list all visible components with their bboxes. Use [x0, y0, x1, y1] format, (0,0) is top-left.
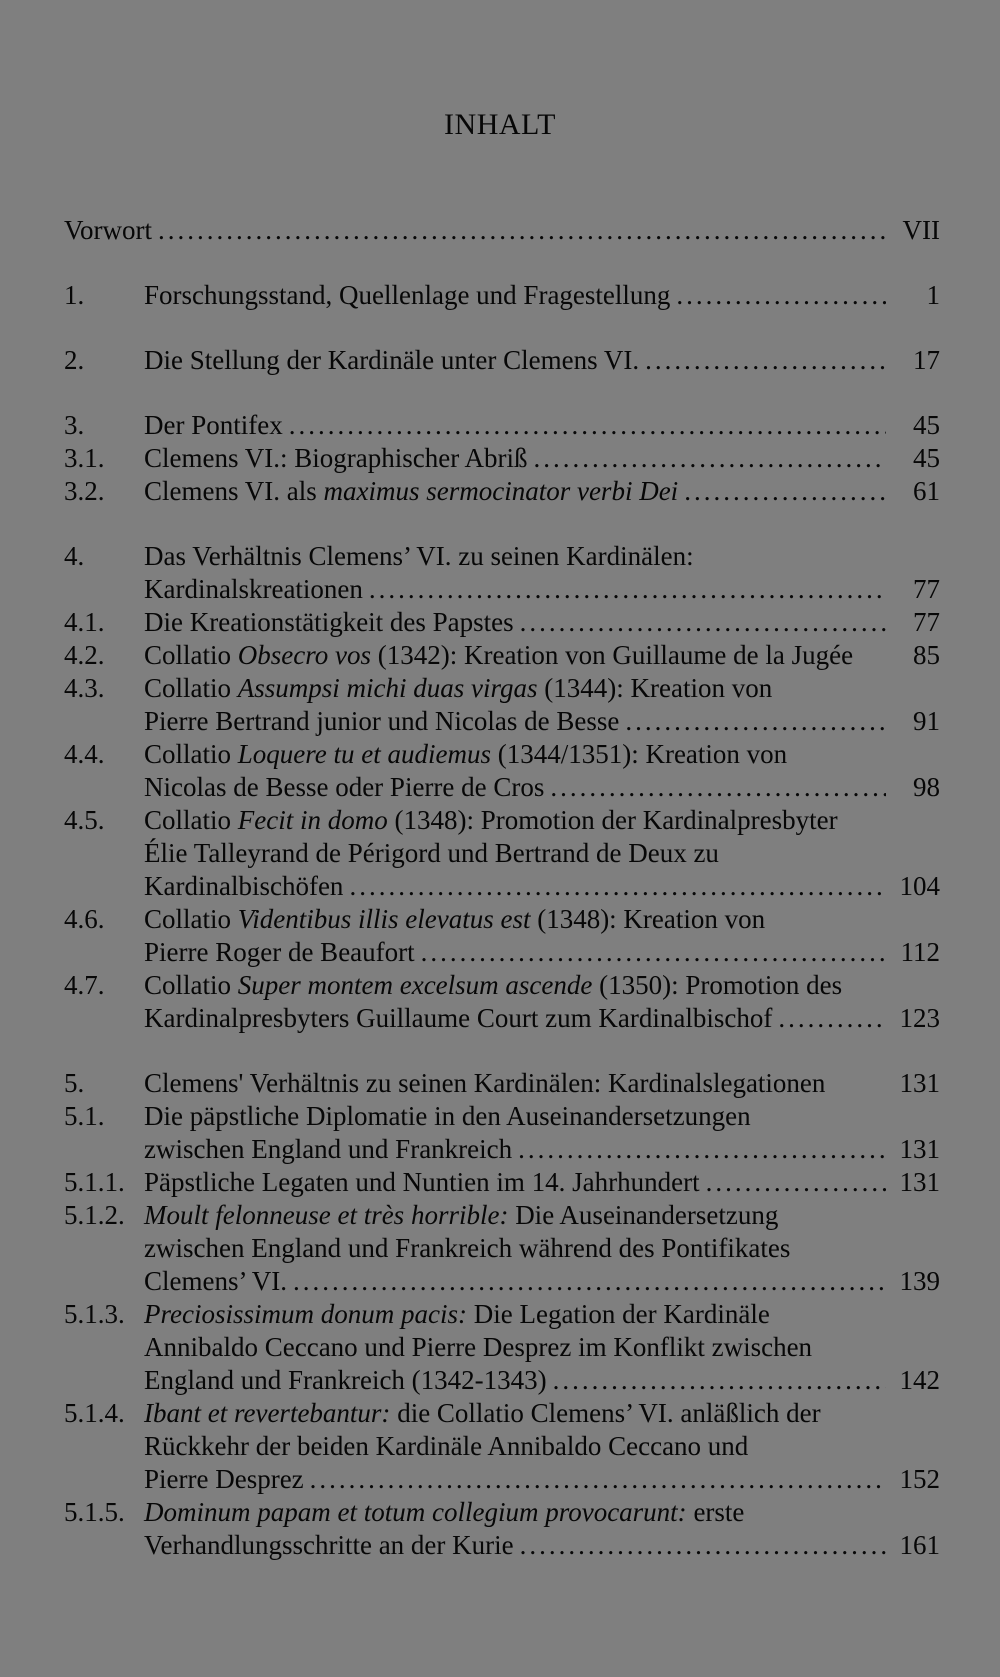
toc-page-number: 123: [899, 1003, 940, 1033]
toc-entry-title-line: zwischen England und Frankreich während des Pontifikates: [144, 1233, 791, 1263]
toc-entry-number: 5.1.1.: [64, 1167, 125, 1197]
toc-page-number: 98: [913, 772, 940, 802]
toc-entry-5: [64, 1067, 940, 1100]
table-of-contents: [64, 214, 940, 1594]
leader-dots: [550, 771, 886, 804]
toc-entry-title: Der Pontifex: [144, 410, 283, 440]
toc-page-number: VII: [902, 215, 940, 245]
toc-entry-title-line: Pierre Desprez: [144, 1464, 304, 1494]
toc-entry-5-1-1: [64, 1166, 940, 1199]
toc-entry-number: 3.2.: [64, 476, 105, 506]
toc-page-number: 85: [913, 640, 940, 670]
toc-group-3: [64, 409, 940, 508]
toc-entry-number: 4.5.: [64, 805, 105, 835]
leader-dots: [369, 573, 886, 606]
toc-entry-number: 4.7.: [64, 970, 105, 1000]
toc-entry-4-5: [64, 804, 940, 903]
toc-page-number: 45: [913, 443, 940, 473]
toc-entry-title-line: zwischen England und Frankreich: [144, 1134, 513, 1164]
leader-dots: [349, 870, 886, 903]
toc-page-number: 112: [900, 937, 940, 967]
toc-entry-title-line: Élie Talleyrand de Périgord und Bertrand de Deux zu: [144, 838, 719, 868]
toc-group-2: [64, 344, 940, 377]
toc-entry-title-line: Pierre Bertrand junior und Nicolas de Besse: [144, 706, 620, 736]
toc-entry-4-2: [64, 639, 940, 672]
toc-entry-2: [64, 344, 940, 377]
toc-entry-number: 5.1.4.: [64, 1398, 125, 1428]
toc-entry-title-line: Preciosissimum donum pacis: Die Legation der Kardinäle: [144, 1299, 770, 1329]
toc-page-number: 142: [899, 1365, 940, 1395]
toc-entry-title-line: Moult felonneuse et très horrible: Die Auseinandersetzung: [144, 1200, 779, 1230]
toc-entry-3-1: [64, 442, 940, 475]
toc-entry-number: 3.1.: [64, 443, 105, 473]
toc-group-5: [64, 1067, 940, 1562]
leader-dots: [293, 1265, 886, 1298]
toc-entry-number: 4.6.: [64, 904, 105, 934]
toc-entry-4-1: [64, 606, 940, 639]
leader-dots: [706, 1166, 886, 1199]
toc-page-number: 152: [899, 1464, 940, 1494]
toc-page-number: 139: [899, 1266, 940, 1296]
leader-dots: [518, 1133, 886, 1166]
toc-entry-title: Vorwort: [64, 215, 153, 245]
leader-dots: [533, 442, 886, 475]
toc-entry-number: 5.: [64, 1068, 85, 1098]
leader-dots: [778, 1002, 886, 1035]
toc-entry-title: Die Kreationstätigkeit des Papstes: [144, 607, 514, 637]
toc-group-1: [64, 279, 940, 312]
toc-page-number: 77: [913, 607, 940, 637]
leader-dots: [625, 705, 886, 738]
toc-entry-5-1-2: [64, 1199, 940, 1298]
toc-entry-3-2: [64, 475, 940, 508]
toc-entry-title: Forschungsstand, Quellenlage und Fragestellung: [144, 280, 671, 310]
leader-dots: [684, 475, 886, 508]
leader-dots: [520, 606, 886, 639]
toc-entry-title: Clemens' Verhältnis zu seinen Kardinälen: Kardinalslegationen: [144, 1068, 826, 1098]
toc-entry-title-line: Collatio Videntibus illis elevatus est (1348): Kreation von: [144, 904, 766, 934]
toc-page-number: 104: [899, 871, 940, 901]
toc-entry-4-4: [64, 738, 940, 804]
toc-entry-title: Päpstliche Legaten und Nuntien im 14. Jahrhundert: [144, 1167, 700, 1197]
toc-entry-number: 4.3.: [64, 673, 105, 703]
toc-entry-title-line: Collatio Loquere tu et audiemus (1344/1351): Kreation von: [144, 739, 788, 769]
toc-entry-title-line: Annibaldo Ceccano und Pierre Desprez im Konflikt zwischen: [144, 1332, 813, 1362]
toc-entry-title-line: Clemens’ VI.: [144, 1266, 287, 1296]
toc-group-vorwort: [64, 214, 940, 247]
toc-entry-title-line: Dominum papam et totum collegium provocarunt: erste: [144, 1497, 745, 1527]
toc-entry-4-7: [64, 969, 940, 1035]
toc-entry-title-line: Rückkehr der beiden Kardinäle Annibaldo Ceccano und: [144, 1431, 749, 1461]
toc-entry-title-line: Kardinalpresbyters Guillaume Court zum Kardinalbischof: [144, 1003, 773, 1033]
leader-dots: [158, 214, 886, 247]
leader-dots: [645, 344, 886, 377]
toc-entry-title-line: Ibant et revertebantur: die Collatio Clemens’ VI. anläßlich der: [144, 1398, 821, 1428]
toc-entry-title-line: Collatio Assumpsi michi duas virgas (1344): Kreation von: [144, 673, 773, 703]
leader-dots: [421, 936, 886, 969]
toc-entry-5-1-5: [64, 1496, 940, 1562]
toc-page-number: 91: [913, 706, 940, 736]
toc-entry-title: Clemens VI. als maximus sermocinator verbi Dei: [144, 476, 679, 506]
toc-page-number: 131: [899, 1134, 940, 1164]
toc-entry-title-line: Pierre Roger de Beaufort: [144, 937, 415, 967]
leader-dots: [553, 1364, 886, 1397]
toc-page-number: 45: [913, 410, 940, 440]
toc-entry-number: 3.: [64, 410, 85, 440]
toc-entry-5-1-3: [64, 1298, 940, 1397]
toc-entry-number: 5.1.: [64, 1101, 105, 1131]
toc-entry-5-1: [64, 1100, 940, 1166]
toc-entry-title-line: Verhandlungsschritte an der Kurie: [144, 1530, 514, 1560]
toc-page-number: 61: [913, 476, 940, 506]
toc-entry-number: 5.1.5.: [64, 1497, 125, 1527]
toc-entry-number: 1.: [64, 280, 85, 310]
toc-entry-title: Collatio Obsecro vos (1342): Kreation von Guillaume de la Jugée: [144, 640, 854, 670]
toc-page-number: 161: [899, 1530, 940, 1560]
toc-entry-title-line: Kardinalskreationen: [144, 574, 363, 604]
toc-entry-title-line: Das Verhältnis Clemens’ VI. zu seinen Kardinälen:: [144, 541, 694, 571]
toc-entry-number: 2.: [64, 345, 85, 375]
toc-page-number: 1: [926, 280, 940, 310]
toc-entry-3: [64, 409, 940, 442]
toc-entry-4-3: [64, 672, 940, 738]
toc-entry-4-6: [64, 903, 940, 969]
toc-entry-title: Clemens VI.: Biographischer Abriß: [144, 443, 528, 473]
toc-page-number: 77: [913, 574, 940, 604]
toc-page-number: 131: [899, 1167, 940, 1197]
toc-entry-title-line: Nicolas de Besse oder Pierre de Cros: [144, 772, 545, 802]
toc-entry-1: [64, 279, 940, 312]
toc-page-number: 131: [899, 1068, 940, 1098]
toc-entry-number: 5.1.3.: [64, 1299, 125, 1329]
toc-entry-vorwort: [64, 214, 940, 247]
toc-entry-number: 4.1.: [64, 607, 105, 637]
toc-entry-5-1-4: [64, 1397, 940, 1496]
leader-dots: [520, 1529, 886, 1562]
leader-dots: [676, 279, 886, 312]
toc-entry-title-line: Die päpstliche Diplomatie in den Auseinandersetzungen: [144, 1101, 751, 1131]
toc-entry-title-line: Collatio Super montem excelsum ascende (1350): Promotion des: [144, 970, 843, 1000]
toc-group-4: [64, 540, 940, 1035]
leader-dots: [289, 409, 886, 442]
toc-entry-title: Die Stellung der Kardinäle unter Clemens VI.: [144, 345, 640, 375]
toc-entry-4: [64, 540, 940, 606]
toc-entry-number: 4.4.: [64, 739, 105, 769]
toc-entry-number: 5.1.2.: [64, 1200, 125, 1230]
leader-dots: [310, 1463, 886, 1496]
toc-page-number: 17: [913, 345, 940, 375]
toc-entry-number: 4.2.: [64, 640, 105, 670]
toc-entry-title-line: Collatio Fecit in domo (1348): Promotion der Kardinalpresbyter: [144, 805, 838, 835]
page-title: INHALT: [444, 108, 556, 141]
toc-entry-number: 4.: [64, 541, 85, 571]
toc-entry-title-line: Kardinalbischöfen: [144, 871, 344, 901]
toc-entry-title-line: England und Frankreich (1342-1343): [144, 1365, 547, 1395]
